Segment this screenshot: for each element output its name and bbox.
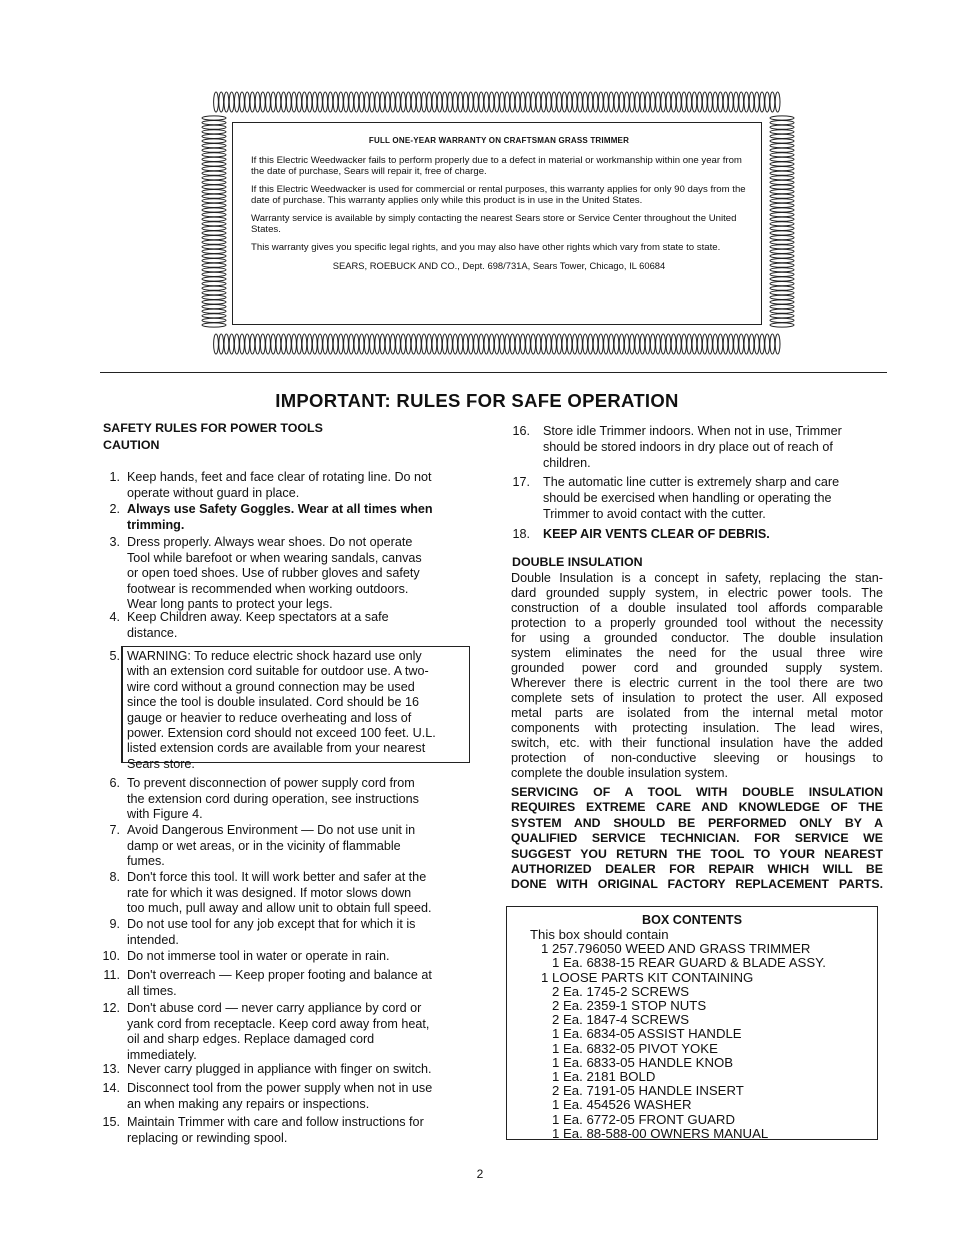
text-line: Dress properly. Always wear shoes. Do not operate	[127, 535, 413, 549]
text-line: since the tool is double insulated. Cord should be 16	[127, 695, 419, 710]
text-line: 1 Ea. 88-588-00 OWNERS MANUAL	[530, 1125, 769, 1141]
double-insulation-heading: DOUBLE INSULATION	[512, 555, 643, 569]
text-line: an when making any repairs or inspections.	[127, 1096, 370, 1111]
text-line: SYSTEM AND SHOULD BE PERFORMED ONLY BY A	[511, 815, 883, 830]
warranty-paragraph: If this Electric Weedwacker fails to perform properly due to a defect in material or workmanship within one year from the date of purchase, Sears will repair it, free of charge.	[251, 155, 742, 177]
text-line: REQUIRES EXTREME CARE AND KNOWLEDGE OF THE	[511, 800, 883, 815]
text-line: 1 257.796050 WEED AND GRASS TRIMMER	[530, 941, 811, 957]
text-line: complete the double insulation system.	[511, 766, 729, 780]
text-line: power. Extension cord should not exceed 100 feet. U.L.	[127, 726, 436, 740]
item-number: 5.	[109, 649, 120, 663]
text-line: 1 Ea. 6832-05 PIVOT YOKE	[530, 1040, 718, 1056]
text-line: KEEP AIR VENTS CLEAR OF DEBRIS.	[543, 527, 770, 541]
safety-rules-heading: SAFETY RULES FOR POWER TOOLS	[103, 421, 323, 435]
text-line: fumes.	[127, 854, 165, 869]
text-line: Keep hands, feet and face clear of rotating line. Do not	[127, 470, 432, 484]
text-line: 2 Ea. 1847-4 SCREWS	[530, 1012, 690, 1028]
text-line: intended.	[127, 932, 179, 947]
item-number: 11.	[103, 968, 120, 982]
text-line: Sears store.	[127, 756, 195, 771]
text-line: Double Insulation is a concept in safety, replacing the stan-	[511, 571, 883, 585]
text-line: 1 Ea. 6833-05 HANDLE KNOB	[530, 1054, 734, 1070]
text-line: grounded power cord and grounded supply system.	[511, 661, 883, 675]
item-number: 7.	[109, 823, 120, 837]
text-line: protection to a properly grounded tool without the necessity	[511, 616, 883, 630]
item-number: 13.	[102, 1062, 120, 1076]
text-line: Don't force this tool. It will work better and safer at the	[127, 870, 427, 884]
item-number: 2.	[109, 502, 120, 516]
item-number: 4.	[109, 610, 120, 624]
text-line: too much, pull away and allow unit to obtain full speed.	[127, 901, 432, 916]
text-line: switch, etc. with their functional insulation have the added	[511, 736, 883, 750]
text-line: Do not use tool for any job except that for which it is	[127, 917, 416, 931]
text-line: 2 Ea. 7191-05 HANDLE INSERT	[530, 1083, 744, 1099]
box-contents-title: BOX CONTENTS	[641, 913, 743, 927]
text-line: with Figure 4.	[127, 807, 203, 822]
text-line: operate without guard in place.	[127, 485, 300, 500]
item-number: 12.	[102, 1001, 120, 1015]
text-line: children.	[543, 455, 591, 470]
text-line: rate for which it was designed. If motor slows down	[127, 885, 412, 900]
caution-heading: CAUTION	[103, 438, 160, 452]
text-line: 1 Ea. 6838-15 REAR GUARD & BLADE ASSY.	[530, 955, 826, 971]
text-line: This box should contain	[530, 927, 669, 942]
text-line: Wherever there is electric current in the tool there are two	[511, 676, 883, 690]
text-line: 2 Ea. 1745-2 SCREWS	[530, 983, 690, 999]
item-number: 15.	[102, 1115, 120, 1129]
item-number: 3.	[109, 535, 120, 549]
text-line: To prevent disconnection of power supply cord from	[127, 776, 415, 790]
text-line: WARNING: To reduce electric shock hazard use only	[127, 649, 422, 663]
text-line: metal parts are isolated from the internal metal motor	[511, 706, 883, 720]
text-line: 1 LOOSE PARTS KIT CONTAINING	[530, 969, 754, 985]
text-line: listed extension cords are available from your nearest	[127, 741, 426, 756]
text-line: Don't overreach — Keep proper footing and balance at	[127, 968, 432, 982]
text-line: Always use Safety Goggles. Wear at all times when	[127, 502, 433, 516]
text-line: with an extension cord suitable for outdoor use. A two-	[127, 664, 429, 679]
text-line: construction of a double insulated tool affords comparable	[511, 601, 883, 615]
text-line: complete sets of insulation to protect the user. All exposed	[511, 691, 883, 705]
text-line: immediately.	[127, 1047, 197, 1062]
text-line: should be stored indoors in dry place out of reach of	[543, 439, 833, 454]
warranty-paragraph: This warranty gives you specific legal rights, and you may also have other rights which vary from state to state.	[251, 242, 721, 253]
item-number: 18.	[512, 527, 530, 541]
text-line: the extension cord during operation, see instructions	[127, 791, 419, 806]
warranty-paragraph: Warranty service is available by simply contacting the nearest Sears store or Service Center throughout the United States.	[251, 213, 737, 235]
text-line: DONE WITH ORIGINAL FACTORY REPLACEMENT PARTS.	[511, 877, 883, 892]
item-number: 9.	[109, 917, 120, 931]
warranty-address: SEARS, ROEBUCK AND CO., Dept. 698/731A, Sears Tower, Chicago, IL 60684	[332, 260, 666, 271]
text-line: distance.	[127, 625, 178, 640]
text-line: all times.	[127, 983, 177, 998]
item-number: 6.	[109, 776, 120, 790]
text-line: Do not immerse tool in water or operate in rain.	[127, 949, 390, 963]
text-line: damp or wet areas, or in the vicinity of flammable	[127, 838, 401, 853]
text-line: SERVICING OF A TOOL WITH DOUBLE INSULATION	[511, 785, 883, 799]
text-line: 1 Ea. 454526 WASHER	[530, 1097, 692, 1113]
text-line: Don't abuse cord — never carry appliance by cord or	[127, 1001, 422, 1015]
item-number: 8.	[109, 870, 120, 884]
text-line: 1 Ea. 6772-05 FRONT GUARD	[530, 1111, 735, 1127]
warranty-box	[232, 122, 762, 325]
item-number: 16.	[512, 424, 530, 438]
page-title: IMPORTANT: RULES FOR SAFE OPERATION	[275, 390, 679, 411]
item-number: 10.	[102, 949, 120, 963]
warranty-title: FULL ONE-YEAR WARRANTY ON CRAFTSMAN GRASS TRIMMER	[368, 136, 630, 145]
text-line: oil and sharp edges. Replace damaged cord	[127, 1032, 375, 1047]
item-number: 17.	[512, 475, 530, 489]
text-line: Tool while barefoot or when wearing sandals, canvas	[127, 550, 422, 565]
page-number: 2	[476, 1167, 484, 1181]
text-line: QUALIFIED SERVICE TECHNICIAN. FOR SERVICE WE	[511, 831, 883, 846]
text-line: trimming.	[127, 517, 185, 532]
text-line: replacing or rewinding spool.	[127, 1130, 288, 1145]
text-line: SUGGEST YOU RETURN THE TOOL TO YOUR NEAREST	[511, 846, 883, 861]
text-line: dard grounded supply system, in electric power tools. The	[511, 586, 883, 600]
text-line: protection of non-conductive sleeving or housings to	[511, 751, 883, 765]
text-line: or open toed shoes. Use of rubber gloves and safety	[127, 566, 420, 581]
text-line: gauge or heavier to reduce overheating and loss of	[127, 710, 412, 725]
text-line: Disconnect tool from the power supply when not in use	[127, 1081, 433, 1095]
item-number: 14.	[102, 1081, 120, 1095]
text-line: yank cord from receptacle. Keep cord away from heat,	[127, 1016, 430, 1031]
text-line: 2 Ea. 2359-1 STOP NUTS	[530, 998, 707, 1013]
item-number: 1.	[109, 470, 120, 484]
text-line: Maintain Trimmer with care and follow instructions for	[127, 1115, 424, 1129]
text-line: should be exercised when handling or operating the	[543, 490, 832, 505]
text-line: Wear long pants to protect your legs.	[127, 597, 333, 612]
text-line: Keep Children away. Keep spectators at a safe	[127, 610, 389, 624]
warranty-paragraph: If this Electric Weedwacker is used for commercial or rental purposes, this warranty applies for only 90 days from the date of purchase. This warranty applies only while this product is in use in the United States.	[251, 184, 746, 206]
text-line: footwear is recommended when working outdoors.	[127, 581, 409, 596]
text-line: components with protecting insulation. The lead wires,	[511, 721, 883, 735]
text-line: Store idle Trimmer indoors. When not in use, Trimmer	[543, 424, 842, 438]
divider	[100, 372, 887, 373]
text-line: AUTHORIZED DEALER FOR REPAIR WHICH WILL BE	[511, 862, 883, 876]
text-line: wire cord without a ground connection may be used	[127, 679, 415, 694]
text-line: The automatic line cutter is extremely sharp and care	[543, 475, 840, 489]
text-line: Avoid Dangerous Environment — Do not use unit in	[127, 823, 416, 837]
text-line: for using a grounded conductor. The double insulation	[511, 631, 883, 645]
text-line: Never carry plugged in appliance with finger on switch.	[127, 1062, 432, 1076]
text-line: 1 Ea. 2181 BOLD	[530, 1069, 656, 1084]
text-line: 1 Ea. 6834-05 ASSIST HANDLE	[530, 1026, 742, 1042]
text-line: Trimmer to avoid contact with the cutter.	[543, 506, 766, 521]
text-line: system eliminates the need for the usual three wire	[511, 646, 883, 660]
